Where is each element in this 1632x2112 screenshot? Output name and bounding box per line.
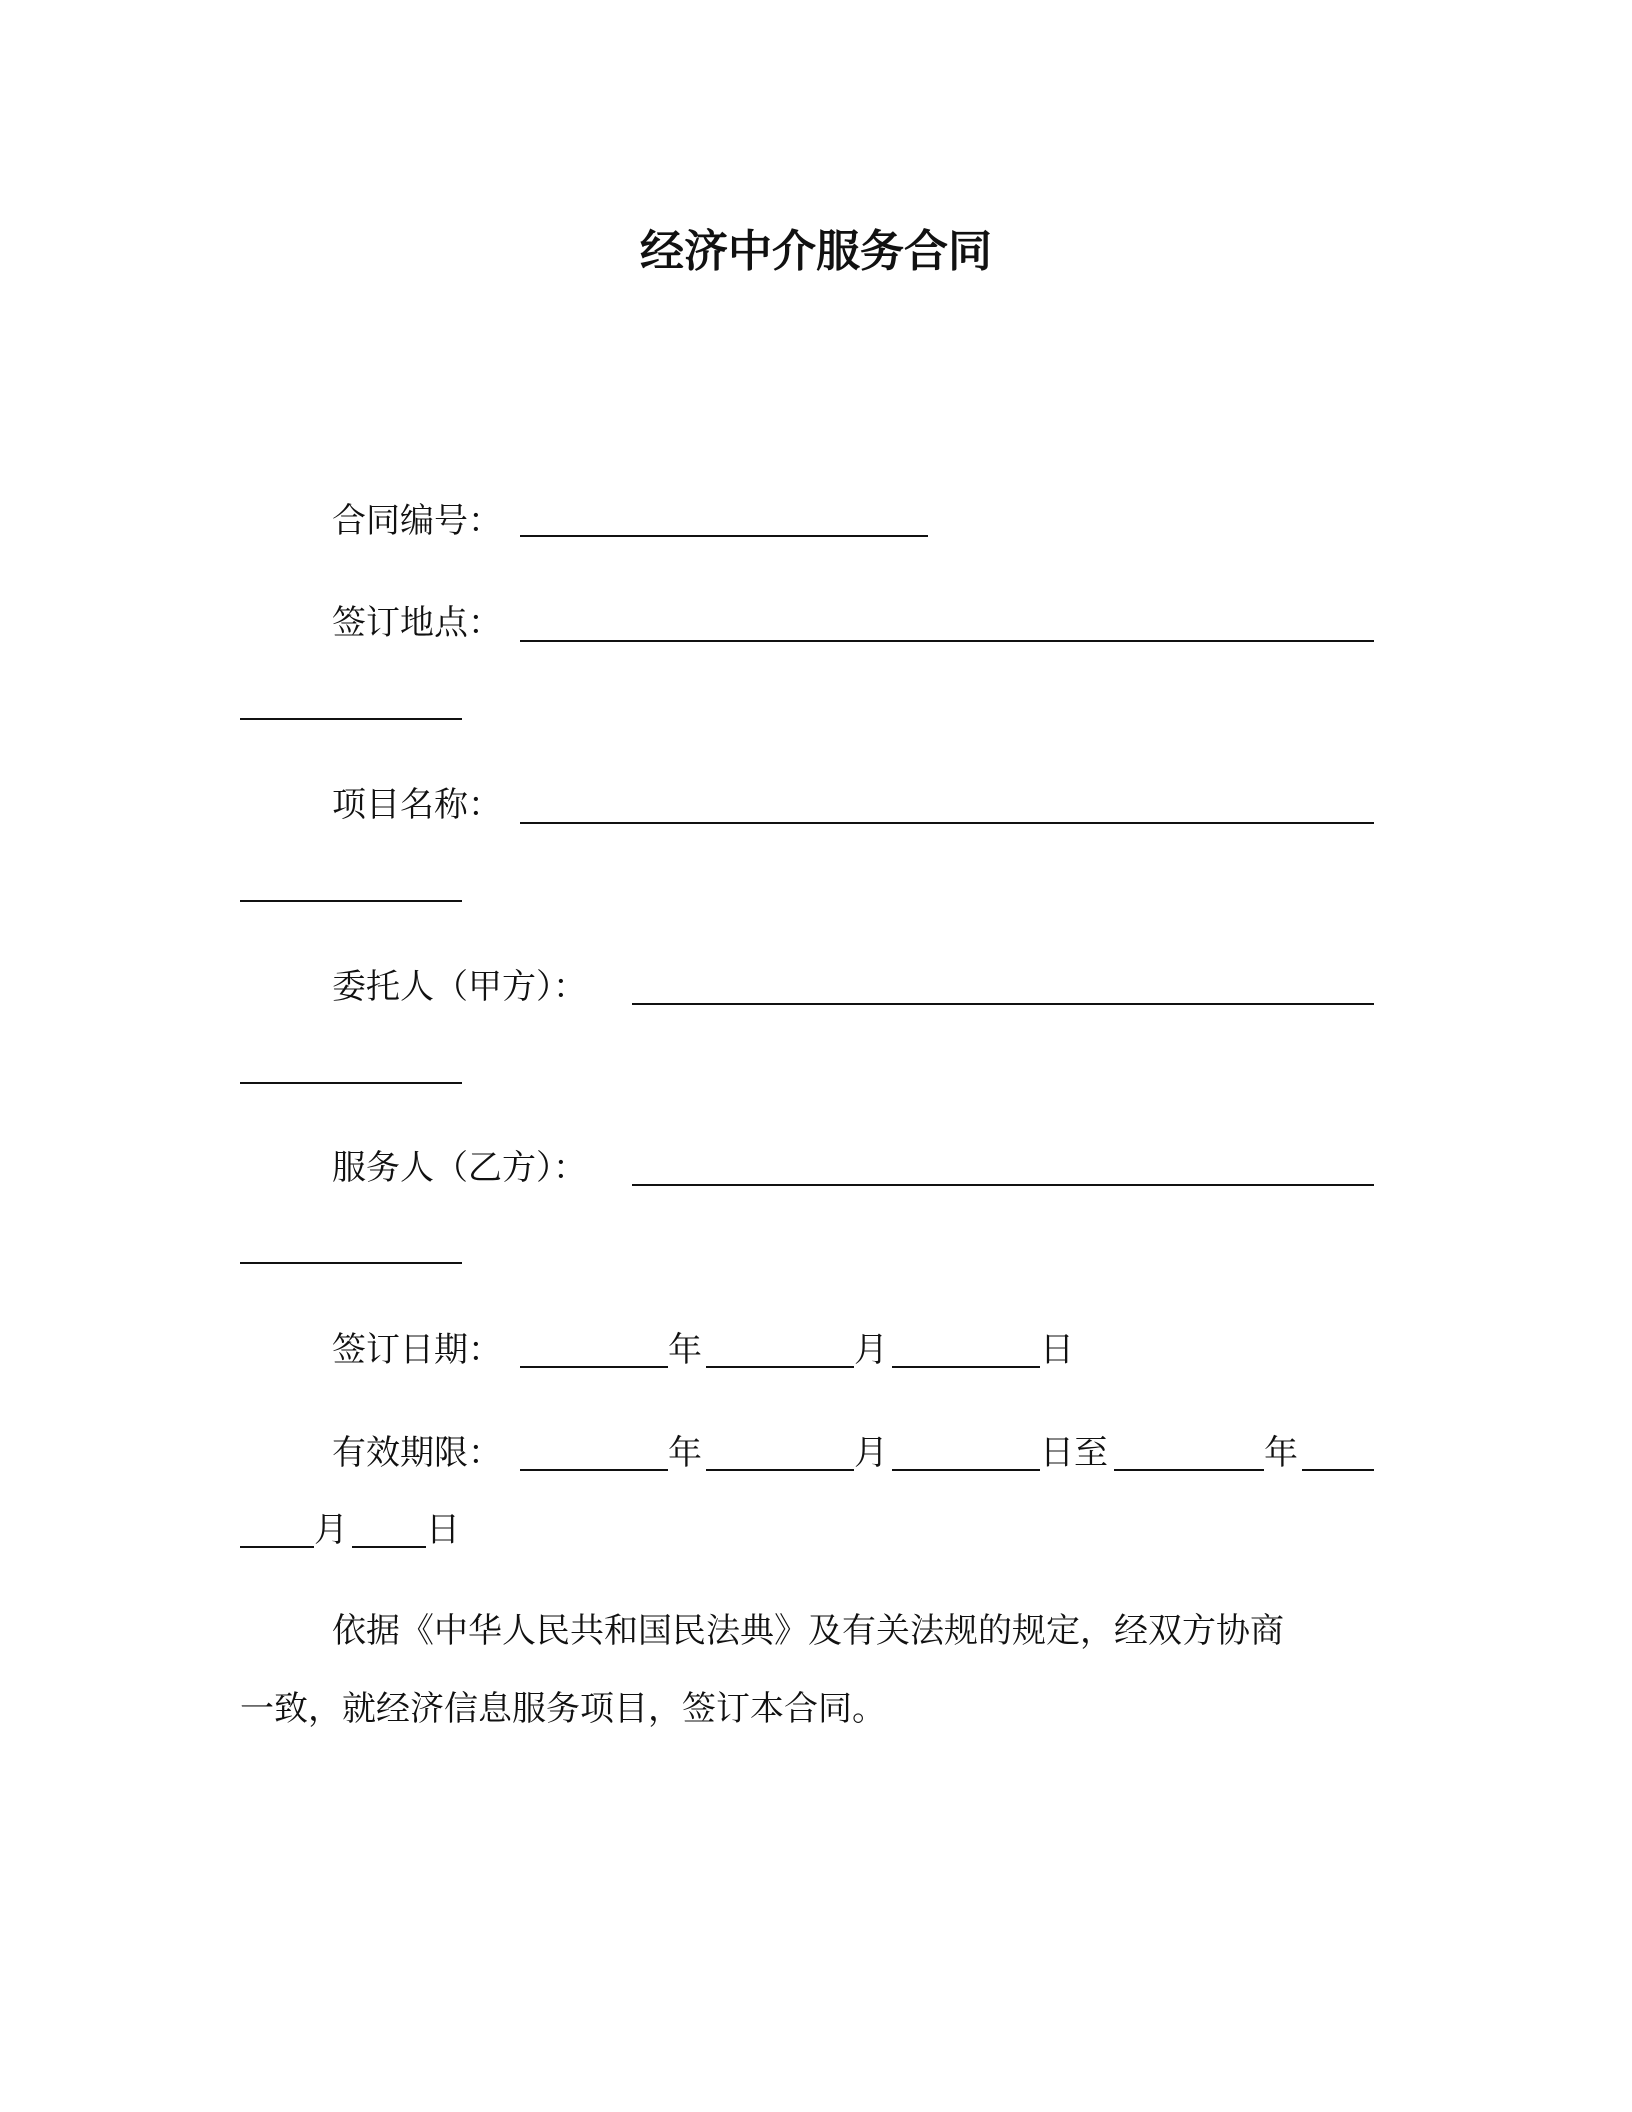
body-paragraph-line-2: 一致，就经济信息服务项目，签订本合同。 [240, 1689, 886, 1729]
sign-place-line[interactable] [520, 640, 1374, 642]
provider-line[interactable] [632, 1184, 1374, 1186]
sign-date-day-line[interactable] [892, 1366, 1040, 1368]
sign-date-month-line[interactable] [706, 1366, 854, 1368]
valid-start-month-unit: 月 [854, 1433, 888, 1473]
valid-start-month-line[interactable] [706, 1469, 854, 1471]
body-paragraph-line-1: 依据《中华人民共和国民法典》及有关法规的规定，经双方协商 [332, 1611, 1284, 1651]
contract-number-label: 合同编号： [332, 501, 502, 541]
provider-label: 服务人（乙方）： [332, 1148, 587, 1188]
contract-number-line[interactable] [520, 535, 928, 537]
valid-start-day-to-unit: 日至 [1040, 1433, 1108, 1473]
sign-date-month-unit: 月 [854, 1330, 888, 1370]
sign-place-line-continued[interactable] [240, 718, 462, 720]
client-label: 委托人（甲方）： [332, 967, 587, 1007]
valid-end-year-line[interactable] [1114, 1469, 1264, 1471]
valid-end-month-line[interactable] [240, 1546, 314, 1548]
valid-start-day-line[interactable] [892, 1469, 1040, 1471]
valid-start-year-line[interactable] [520, 1469, 668, 1471]
sign-date-day-unit: 日 [1040, 1330, 1074, 1370]
client-line-continued[interactable] [240, 1082, 462, 1084]
valid-end-year-unit: 年 [1264, 1433, 1298, 1473]
valid-start-year-unit: 年 [668, 1433, 702, 1473]
provider-line-continued[interactable] [240, 1262, 462, 1264]
valid-end-day-unit: 日 [426, 1510, 460, 1550]
valid-period-label: 有效期限： [332, 1433, 502, 1473]
project-name-line[interactable] [520, 822, 1374, 824]
sign-date-label: 签订日期： [332, 1330, 502, 1370]
sign-date-year-unit: 年 [668, 1330, 702, 1370]
valid-end-month-unit: 月 [314, 1510, 348, 1550]
valid-end-month-line-start[interactable] [1302, 1469, 1374, 1471]
document-title: 经济中介服务合同 [640, 226, 992, 277]
client-line[interactable] [632, 1003, 1374, 1005]
project-name-label: 项目名称： [332, 785, 502, 825]
sign-place-label: 签订地点： [332, 603, 502, 643]
project-name-line-continued[interactable] [240, 900, 462, 902]
valid-end-day-line[interactable] [352, 1546, 426, 1548]
sign-date-year-line[interactable] [520, 1366, 668, 1368]
